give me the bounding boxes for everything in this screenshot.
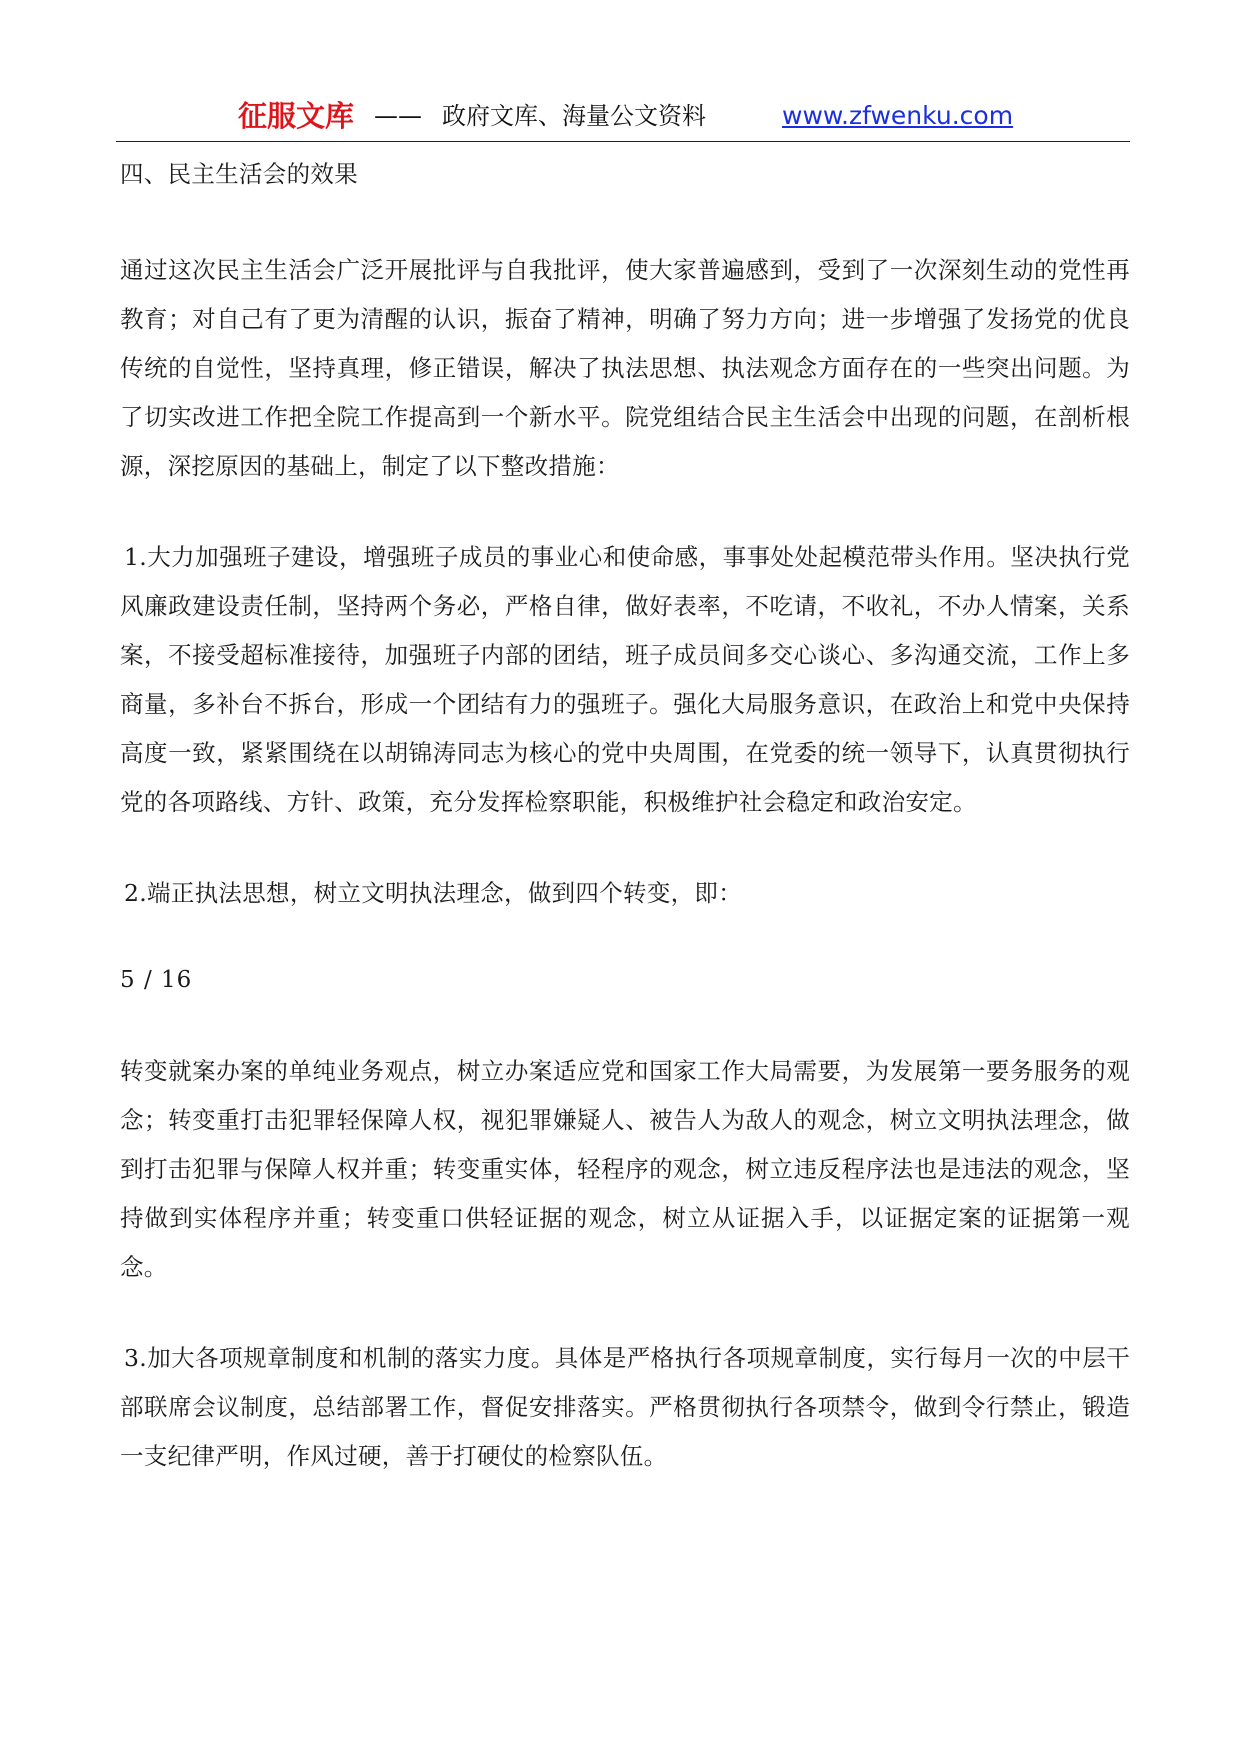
header-divider	[116, 141, 1130, 142]
page-header	[120, 96, 1130, 142]
paragraph-measure-3: 3.加大各项规章制度和机制的落实力度。具体是严格执行各项规章制度，实行每月一次的中层干部联席会议制度，总结部署工作，督促安排落实。严格贯彻执行各项禁令，做到令行禁止，锻造一支纪律严明，作风过硬，善于打硬仗的检察队伍。	[120, 1344, 1130, 1470]
header-tagline: 政府文库、海量公文资料	[442, 102, 706, 130]
paragraph-measure-2: 2.端正执法思想，树立文明执法理念，做到四个转变，即：	[124, 879, 743, 907]
document-body	[120, 150, 1130, 1481]
section-heading: 四、民主生活会的效果	[120, 160, 358, 188]
page-number: 5 / 16	[120, 967, 193, 993]
website-link[interactable]: www.zfwenku.com	[782, 101, 1014, 130]
paragraph-measure-1: 1.大力加强班子建设，增强班子成员的事业心和使命感，事事处处起模范带头作用。坚决执行党风廉政建设责任制，坚持两个务必，严格自律，做好表率，不吃请，不收礼，不办人情案，关系案，不接受超标准接待，加强班子内部的团结，班子成员间多交心谈心、多沟通交流，工作上多商量，多补台不拆台，形成一个团结有力的强班子。强化大局服务意识，在政治上和党中央保持高度一致，紧紧围绕在以胡锦涛同志为核心的党中央周围，在党委的统一领导下，认真贯彻执行党的各项路线、方针、政策，充分发挥检察职能，积极维护社会稳定和政治安定。	[120, 543, 1130, 816]
paragraph-four-changes: 转变就案办案的单纯业务观点，树立办案适应党和国家工作大局需要，为发展第一要务服务的观念；转变重打击犯罪轻保障人权，视犯罪嫌疑人、被告人为敌人的观念，树立文明执法理念，做到打击犯罪与保障人权并重；转变重实体，轻程序的观念，树立违反程序法也是违法的观念，坚持做到实体程序并重；转变重口供轻证据的观念，树立从证据入手，以证据定案的证据第一观念。	[120, 1057, 1130, 1281]
header-dash: ——	[374, 102, 422, 130]
paragraph-effects: 通过这次民主生活会广泛开展批评与自我批评，使大家普遍感到，受到了一次深刻生动的党性再教育；对自己有了更为清醒的认识，振奋了精神，明确了努力方向；进一步增强了发扬党的优良传统的自觉性，坚持真理，修正错误，解决了执法思想、执法观念方面存在的一些突出问题。为了切实改进工作把全院工作提高到一个新水平。院党组结合民主生活会中出现的问题，在剖析根源，深挖原因的基础上，制定了以下整改措施：	[120, 256, 1130, 480]
brand-logo-text: 征服文库	[238, 99, 355, 133]
